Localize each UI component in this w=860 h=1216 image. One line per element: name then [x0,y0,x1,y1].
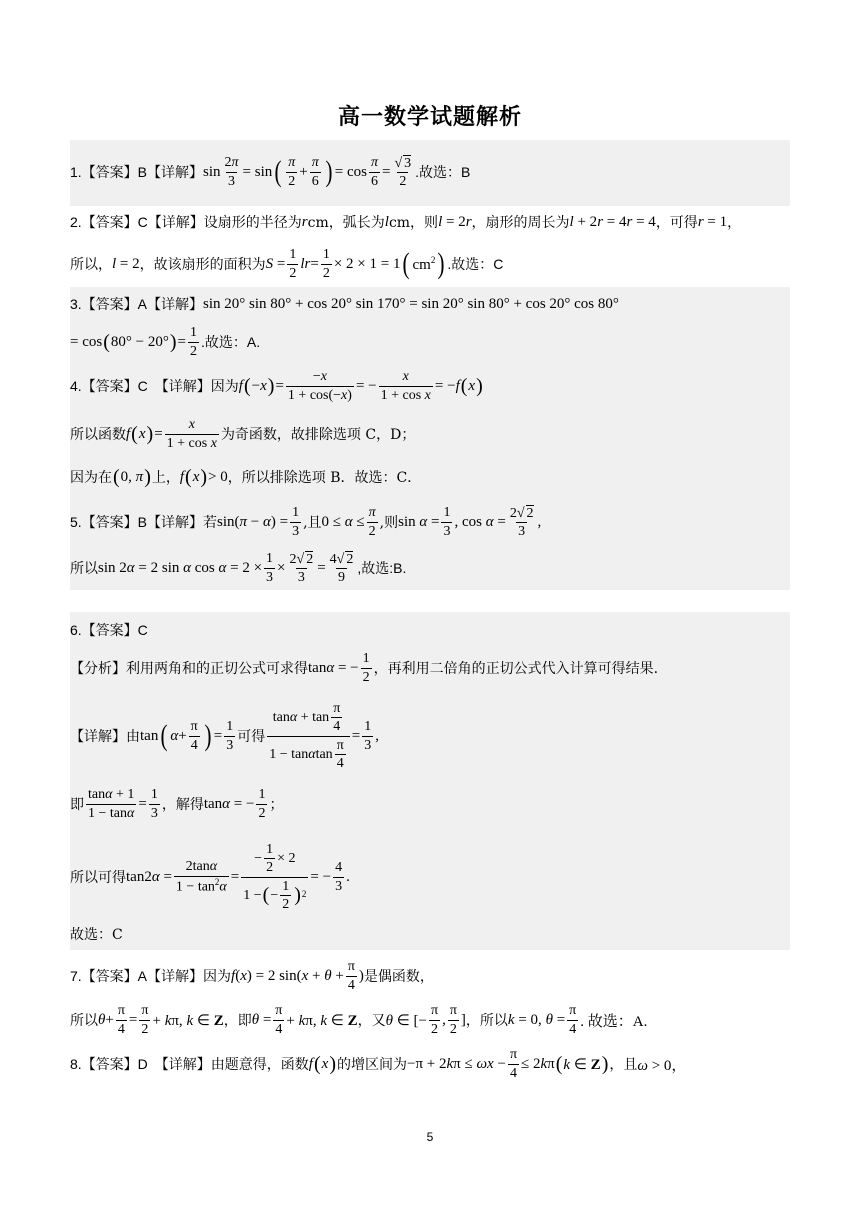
answer-3-line-2: = cos ( 80° − 20° ) = $\frac{1}{2}$ .故选：A. [70,325,261,359]
answer-4-line-1: 4.【答案】C 【详解】 因为 f ( −x ) = $\frac{-x}{1 + \cos(-x)}$ = − $\frac{x}{\text{1 + cos x}}$ = −f ( x ) [70,369,483,403]
answer-7-line-1: 7.【答案】A【详解】 因为 f(x) = 2 sin(x + θ + $\frac{\pi}{4}$ ) 是偶函数， [70,959,434,993]
answer-6-label: 6.【答案】C [70,622,148,638]
answer-3-line-1: 3.【答案】A【详解】 sin 20° sin 80° + cos 20° sin 170° = sin 20° sin 80° + cos 20° cos 80° [70,295,619,312]
answer-8-line-1: 8.【答案】D 【详解】 由题意得，函数 f ( x ) 的增区间为 −π + 2kπ ≤ ωx − $\frac{\pi}{4}$ ≤ 2kπ ( k ∈ Z ) ，且 ω > 0， [70,1047,687,1081]
answer-6-end: 故选：C [70,927,123,943]
page-number: 5 [426,1130,434,1144]
answer-4-line-3: 因为在 ( 0, π ) 上， f ( x ) > 0 ，所以排除选项 B．故选：C． [70,466,422,488]
answer-6-analysis: 【分析】利用两角和的正切公式可求得 tanα = − $\frac{1}{2}$ ，再利用二倍角的正切公式代入计算可得结果. [70,651,659,685]
answer-5-line-1: 5.【答案】B【详解】 若 sin(π − α) = $\frac{1}{3}$ ,且 0 ≤ α ≤ $\frac{\pi}{2}$ ,则 sin α = $\frac{1}{3}$ , cos α = $\frac{2√ 2}{3}$ , [70,505,542,539]
answer-4-line-2: 所以函数 f ( x ) = $\frac{x}{\text{1 + cos x}}$ 为奇函数，故排除选项 C，D； [70,417,416,451]
answer-6-detail-3: 所以可得 tan2α = $\frac{2\tan\alpha}{1 - \tan^2\alpha}$ = − 1 2 × 2 1 − ( − 1 2 ) 2 = − $\frac{4}{3}$ . [70,841,350,912]
answer-2-line-2: 所以， l = 2 ，故该扇形的面积为 S = $\frac{1}{2}$ lr = $\frac{1}{2}$ × 2 × 1 = 1 ( $cm^2$ ) .故选：C [70,247,504,281]
answer-7-line-2: 所以 θ + $\frac{\pi}{4}$ = $\frac{\pi}{2}$ + kπ, k ∈ Z ，即 θ = $\frac{\pi}{4}$ + kπ, k ∈ Z ，又 θ ∈ [− $\frac{\pi}{2}$ , π 2 ] ，所以 k = 0, θ = $\frac{\pi}{4}$ . 故选：A. [70,1003,648,1037]
answer-1: 1.【答案】B【详解】 sin $\frac{2\pi}{3}$ = sin ( π 2 + $\frac{\pi}{6}$ ) = cos $\frac{\pi}{6}$ = $\frac{√ 3}{2}$ .故选：B [70,155,471,189]
answer-6-detail-2: 即 $\frac{\tan\alpha + 1}{1 - \tan\alpha}$ = $\frac{1}{3}$ ，解得 tanα = − $\frac{1}{2}$ ； [70,787,284,821]
answer-2-line-1: 2.【答案】C【详解】 设扇形的半径为 r cm，弧长为 l cm，则 l = 2r ，扇形的周长为 l + 2r = 4r = 4 ，可得 r = 1 ， [70,213,742,231]
page-title: 高一数学试题解析 [337,105,522,130]
answer-6-detail-1: 【详解】由 tan ( α + $\frac{\pi}{4}$ ) = $\frac{1}{3}$ 可得 tan α + tan π 4 1 − tan α tan π 4 = $\frac{1}{3}$ , [70,700,379,771]
answer-5-line-2: 所以 sin 2α = 2 sin α cos α = 2 × $\frac{1}{3}$ × $\frac{2√ 2}{3}$ = $\frac{4√ 2}{9}$ ,故选:B. [70,551,407,585]
